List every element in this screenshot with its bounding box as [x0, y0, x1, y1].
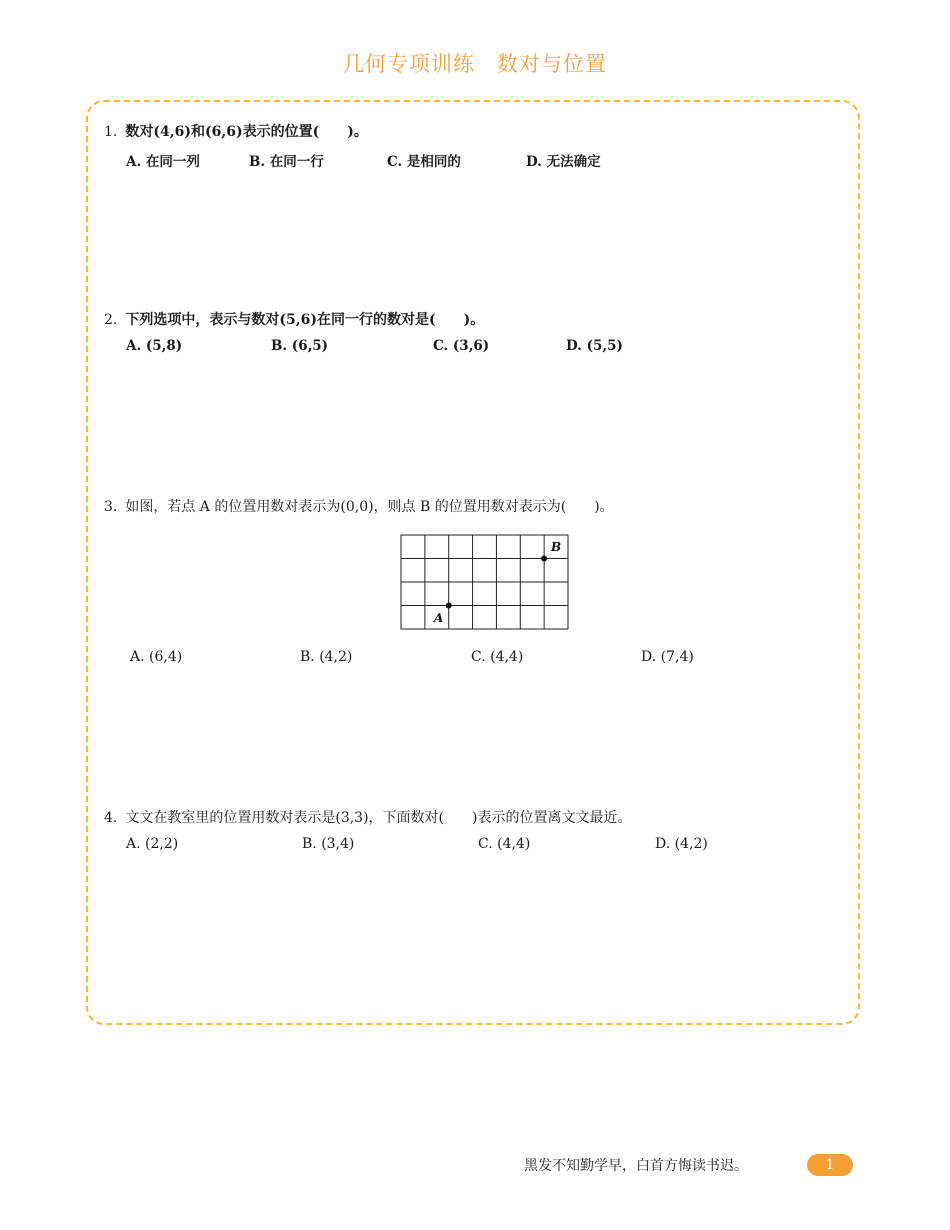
question-3	[104, 497, 614, 517]
question-4	[104, 808, 631, 828]
option-b: B. (6,5)	[271, 338, 329, 354]
title-part-2: 数对与位置	[497, 52, 607, 76]
option-b: B. (3,4)	[302, 836, 355, 852]
title-part-1: 几何专项训练	[343, 52, 475, 76]
question-number: 3.	[104, 499, 118, 515]
option-b: B. 在同一行	[249, 154, 324, 170]
point-a-dot	[446, 603, 452, 609]
page-title	[0, 48, 950, 78]
option-a: A. 在同一列	[126, 154, 200, 170]
question-2	[104, 310, 484, 330]
question-stem: 如图，若点 A 的位置用数对表示为(0,0)，则点 B 的位置用数对表示为( )。	[125, 499, 614, 515]
option-a: A. (5,8)	[126, 338, 183, 354]
page-number-badge: 1	[807, 1154, 853, 1176]
question-number: 2.	[104, 312, 118, 328]
option-c: C. (4,4)	[471, 649, 524, 665]
coordinate-grid-figure	[400, 534, 570, 632]
question-number: 4.	[104, 810, 118, 826]
option-d: D. 无法确定	[526, 154, 601, 170]
option-c: C. (3,6)	[433, 338, 490, 354]
footer-motto: 黑发不知勤学早，白首方悔读书迟。	[524, 1158, 748, 1174]
option-a: A. (6,4)	[130, 649, 183, 665]
option-a: A. (2,2)	[126, 836, 179, 852]
question-stem: 下列选项中，表示与数对(5,6)在同一行的数对是( )。	[125, 312, 485, 328]
point-b-dot	[541, 556, 547, 562]
grid-lines	[401, 535, 568, 629]
question-stem: 数对(4,6)和(6,6)表示的位置( )。	[125, 124, 368, 140]
option-d: D. (7,4)	[641, 649, 694, 665]
question-1	[104, 122, 368, 142]
point-b-label: B	[551, 540, 562, 554]
question-number: 1.	[104, 124, 118, 140]
option-d: D. (4,2)	[655, 836, 708, 852]
option-c: C. (4,4)	[478, 836, 531, 852]
point-a-label: A	[434, 611, 444, 625]
option-d: D. (5,5)	[566, 338, 623, 354]
option-b: B. (4,2)	[300, 649, 353, 665]
option-c: C. 是相同的	[387, 154, 461, 170]
question-stem: 文文在教室里的位置用数对表示是(3,3)，下面数对( )表示的位置离文文最近。	[125, 810, 632, 826]
